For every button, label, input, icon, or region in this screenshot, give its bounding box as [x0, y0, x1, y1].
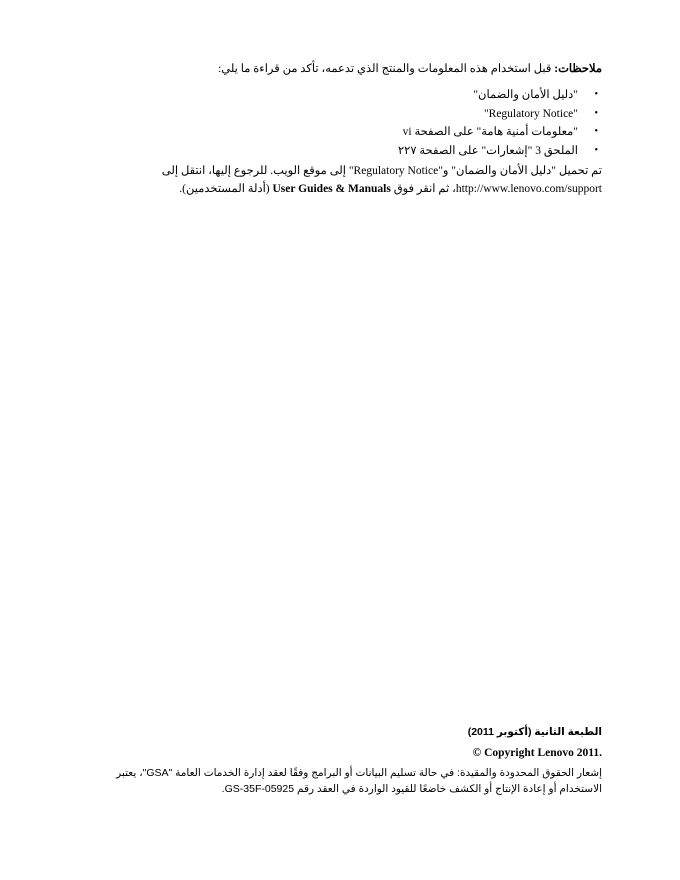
download-paragraph: [72, 162, 602, 198]
download-text-after: (أدلة المستخدمين).: [179, 183, 273, 195]
notes-intro: [72, 60, 602, 78]
copyright-text: © Copyright Lenovo 2011.: [472, 747, 602, 759]
list-item-text: "Regulatory Notice": [483, 107, 578, 120]
list-item: [72, 86, 602, 105]
user-guides-link[interactable]: User Guides & Manuals: [272, 183, 391, 195]
download-text-before: تم تحميل "دليل الأمان والضمان" و"Regulatory Notice" إلى موقع الويب. للرجوع إليها، انتقل إلى http://www.lenovo.com/support، ثم انقر فوق: [161, 165, 602, 195]
notes-intro-text: قبل استخدام هذه المعلومات والمنتج الذي تدعمه، تأكد من قراءة ما يلي:: [218, 63, 555, 75]
notes-lead: ملاحظات:: [554, 63, 602, 75]
bullet-icon: •: [594, 89, 598, 100]
copyright-line: [72, 744, 602, 762]
list-item-text: "معلومات أمنية هامة" على الصفحة vi: [402, 126, 578, 138]
bullet-icon: •: [594, 107, 598, 119]
edition-line: الطبعة الثانية (أكتوبر 2011): [467, 726, 602, 738]
restricted-rights-notice: إشعار الحقوق المحدودة والمقيدة: في حالة تسليم البيانات أو البرامج وفقًا لعقد إدارة الخدمات العامة "GSA"، يعتبر الاستخدام أو إعادة الإنتاج أو الكشف خاضعًا للقيود الواردة في العقد رقم GS-35F-05925.: [116, 767, 602, 795]
list-item: [72, 142, 602, 161]
bullet-icon: •: [594, 144, 598, 156]
bullet-icon: •: [594, 126, 598, 137]
list-item-text: "دليل الأمان والضمان": [473, 89, 578, 101]
list-item-text: الملحق 3 "إشعارات" على الصفحة ٢٢٧: [397, 144, 578, 157]
list-item: [72, 105, 602, 124]
notes-list: [72, 86, 602, 160]
list-item: [72, 123, 602, 142]
